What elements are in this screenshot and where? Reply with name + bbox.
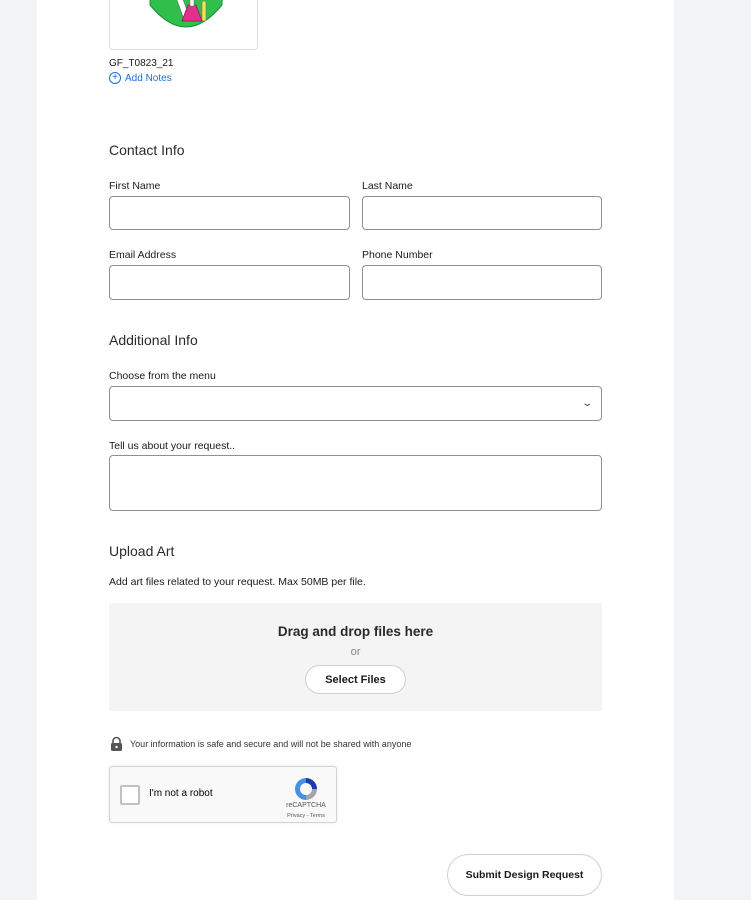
phone-label: Phone Number (362, 249, 433, 261)
recaptcha-checkbox[interactable] (120, 785, 140, 805)
security-note (109, 736, 411, 752)
security-note-text: Your information is safe and secure and will not be shared with anyone (130, 739, 412, 749)
recaptcha-brand: reCAPTCHA (286, 802, 326, 809)
design-preview-image (110, 0, 258, 50)
first-name-label: First Name (109, 180, 161, 192)
contact-info-heading: Contact Info (109, 142, 185, 158)
lock-icon (109, 736, 124, 752)
plus-circle-icon: + (109, 72, 121, 84)
design-thumbnail[interactable] (109, 0, 258, 50)
first-name-field[interactable] (109, 196, 350, 230)
email-label: Email Address (109, 249, 177, 261)
recaptcha-widget (109, 766, 337, 823)
recaptcha-privacy-terms[interactable]: Privacy - Terms (287, 813, 325, 819)
recaptcha-logo-icon (293, 776, 319, 802)
submit-design-request-button[interactable]: Submit Design Request (447, 854, 602, 896)
add-notes-label: Add Notes (125, 72, 172, 84)
request-textarea[interactable] (109, 455, 602, 511)
select-files-button[interactable]: Select Files (305, 665, 406, 694)
phone-field[interactable] (362, 265, 602, 300)
last-name-field[interactable] (362, 196, 602, 230)
design-id: GF_T0823_21 (109, 58, 174, 69)
request-label: Tell us about your request.. (109, 440, 236, 452)
dropzone-title: Drag and drop files here (277, 624, 434, 639)
recaptcha-label: I'm not a robot (149, 788, 213, 799)
file-dropzone[interactable] (109, 603, 602, 711)
last-name-label: Last Name (362, 180, 413, 192)
request-type-select[interactable] (109, 386, 602, 421)
menu-label: Choose from the menu (109, 370, 216, 382)
chevron-down-icon: ⌄ (580, 398, 593, 409)
additional-info-heading: Additional Info (109, 332, 198, 348)
dropzone-or: or (350, 646, 361, 658)
upload-art-heading: Upload Art (109, 543, 175, 559)
add-notes-link[interactable] (109, 72, 172, 84)
email-field[interactable] (109, 265, 350, 300)
upload-description: Add art files related to your request. Max 50MB per file. (109, 576, 366, 588)
